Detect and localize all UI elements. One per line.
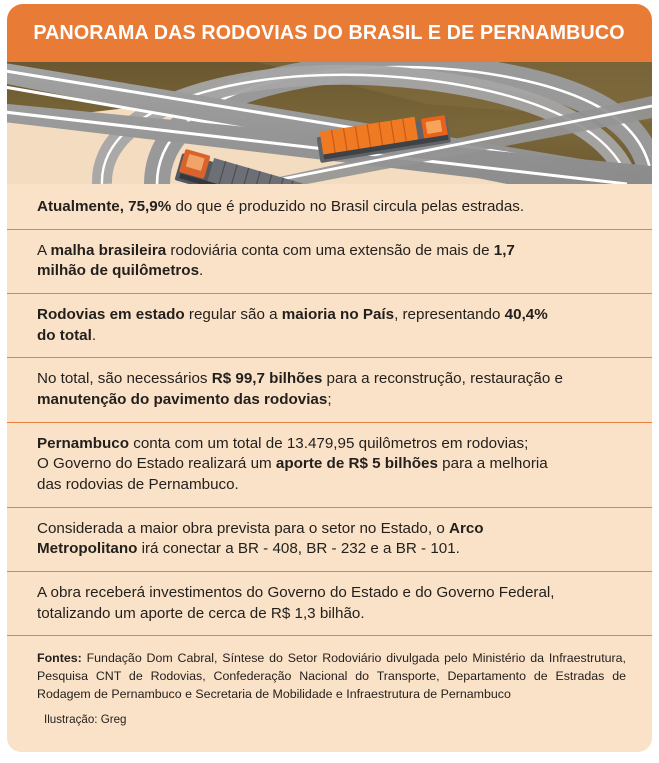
section-pernambuco-rodovias bbox=[7, 422, 652, 507]
text-emphasis: R$ 99,7 bilhões bbox=[211, 370, 323, 388]
section-producao-nacional bbox=[7, 184, 652, 229]
text-run: rodoviária conta com uma extensão de mais de bbox=[166, 241, 494, 259]
sections-list bbox=[7, 184, 652, 635]
highway-illustration-svg bbox=[7, 62, 652, 184]
section-estado-das-rodovias bbox=[7, 293, 652, 357]
text-emphasis: Atualmente, 75,9% bbox=[37, 198, 172, 215]
text-run: Considerada a maior obra prevista para o setor no Estado, o bbox=[37, 519, 449, 537]
section-malha-brasileira bbox=[7, 229, 652, 293]
text-run: regular são a bbox=[184, 306, 282, 324]
text-run: para a melhoria bbox=[437, 455, 548, 473]
text-run: ; bbox=[327, 391, 332, 409]
text-run: A obra receberá investimentos do Governo do Estado e do Governo Federal, bbox=[37, 584, 555, 602]
text-run: No total, são necessários bbox=[37, 370, 212, 388]
text-emphasis: manutenção do pavimento das rodovias bbox=[37, 391, 328, 409]
page-title: PANORAMA DAS RODOVIAS DO BRASIL E DE PERNAMBUCO bbox=[33, 21, 626, 44]
header-bar bbox=[7, 4, 652, 62]
text-emphasis: Arco bbox=[448, 519, 484, 537]
text-run: do que é produzido no Brasil circula pelas estradas. bbox=[171, 198, 525, 215]
illustration-credit: Ilustração: Greg bbox=[44, 713, 127, 727]
section-investimento-necessario bbox=[7, 357, 652, 421]
sources-label: Fontes: bbox=[37, 651, 82, 666]
sources-body: Fundação Dom Cabral, Síntese do Setor Rodoviário divulgada pelo Ministério da Infraestrutura, Pesquisa CNT de Rodovias, Confederação Nacional do Transporte, Departamento de Estradas de Rodagem de Pernambuco e Secretaria de Mobilidade e Infraestrutura de Pernambuco bbox=[37, 651, 626, 701]
text-emphasis: malha brasileira bbox=[50, 241, 167, 259]
sources-text bbox=[37, 650, 626, 703]
text-emphasis: Pernambuco bbox=[37, 434, 129, 452]
text-emphasis: milhão de quilômetros bbox=[37, 262, 200, 280]
footer bbox=[7, 635, 652, 736]
text-run: das rodovias de Pernambuco. bbox=[37, 476, 239, 494]
text-emphasis: Metropolitano bbox=[37, 540, 138, 558]
section-investimentos-obra bbox=[7, 571, 652, 635]
text-run: conta com um total de 13.479,95 quilômetros em rodovias; bbox=[129, 434, 529, 452]
text-emphasis: do total bbox=[37, 326, 92, 344]
text-emphasis: Rodovias em estado bbox=[37, 306, 185, 324]
section-arco-metropolitano bbox=[7, 507, 652, 571]
text-run: , representando bbox=[394, 306, 505, 324]
text-run: A bbox=[37, 241, 51, 259]
text-emphasis: aporte de R$ 5 bilhões bbox=[275, 455, 438, 473]
text-emphasis: 1,7 bbox=[493, 241, 515, 259]
text-emphasis: maioria no País bbox=[281, 306, 395, 324]
truck-orange-windshield bbox=[426, 120, 443, 134]
text-run: irá conectar a BR - 408, BR - 232 e a BR - 101. bbox=[137, 540, 460, 558]
text-run: totalizando um aporte de cerca de R$ 1,3 bilhão. bbox=[37, 604, 365, 622]
text-run: para a reconstrução, restauração e bbox=[322, 370, 563, 388]
highway-interchange-illustration bbox=[7, 62, 652, 184]
text-emphasis: 40,4% bbox=[504, 306, 548, 324]
infographic-panel bbox=[7, 4, 652, 752]
text-run: . bbox=[91, 326, 97, 344]
text-run: O Governo do Estado realizará um bbox=[37, 455, 276, 473]
text-run: . bbox=[199, 262, 204, 280]
